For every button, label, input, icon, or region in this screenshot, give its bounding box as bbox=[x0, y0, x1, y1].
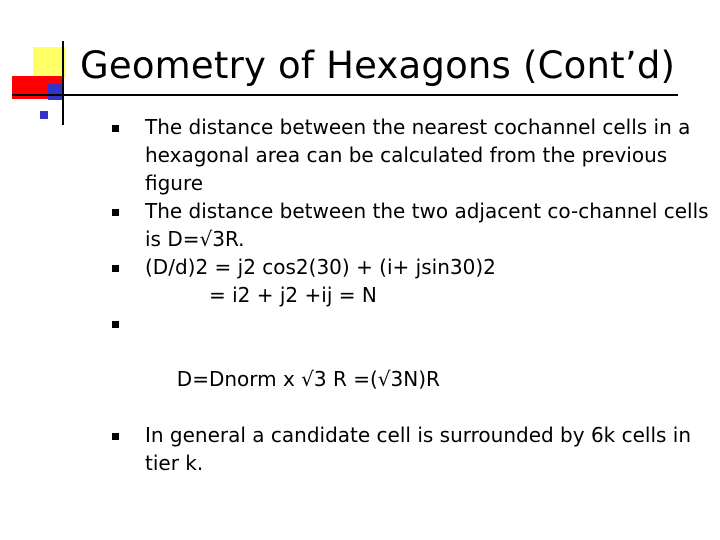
square-bullet-icon bbox=[112, 125, 119, 132]
bullet-item bbox=[112, 113, 712, 197]
bullet-text: In general a candidate cell is surrounded by 6k cells in tier k. bbox=[145, 423, 692, 475]
bullet-item bbox=[112, 309, 712, 421]
bullet-text: D=Dnorm x √3 R =(√3N)R bbox=[170, 367, 440, 391]
bullet-list bbox=[112, 113, 712, 477]
decor-blue-small-square bbox=[40, 111, 48, 119]
bullet-text: (D/d)2 = j2 cos2(30) + (i+ jsin30)2 bbox=[145, 255, 496, 279]
square-bullet-icon bbox=[112, 321, 119, 328]
bullet-text: The distance between the nearest cochannel cells in a hexagonal area can be calculated from the previous figure bbox=[145, 115, 691, 195]
bullet-continuation-text: = i2 + j2 +ij = N bbox=[209, 283, 377, 307]
bullet-item bbox=[112, 421, 712, 477]
square-bullet-icon bbox=[112, 209, 119, 216]
square-bullet-icon bbox=[112, 433, 119, 440]
bullet-item bbox=[112, 197, 712, 253]
decor-vertical-line bbox=[62, 41, 64, 125]
bullet-text: The distance between the two adjacent co-channel cells is D=√3R. bbox=[145, 199, 709, 251]
slide-title: Geometry of Hexagons (Cont’d) bbox=[80, 44, 676, 87]
decor-horizontal-line bbox=[12, 94, 678, 96]
square-bullet-icon bbox=[112, 265, 119, 272]
bullet-item bbox=[112, 253, 712, 309]
